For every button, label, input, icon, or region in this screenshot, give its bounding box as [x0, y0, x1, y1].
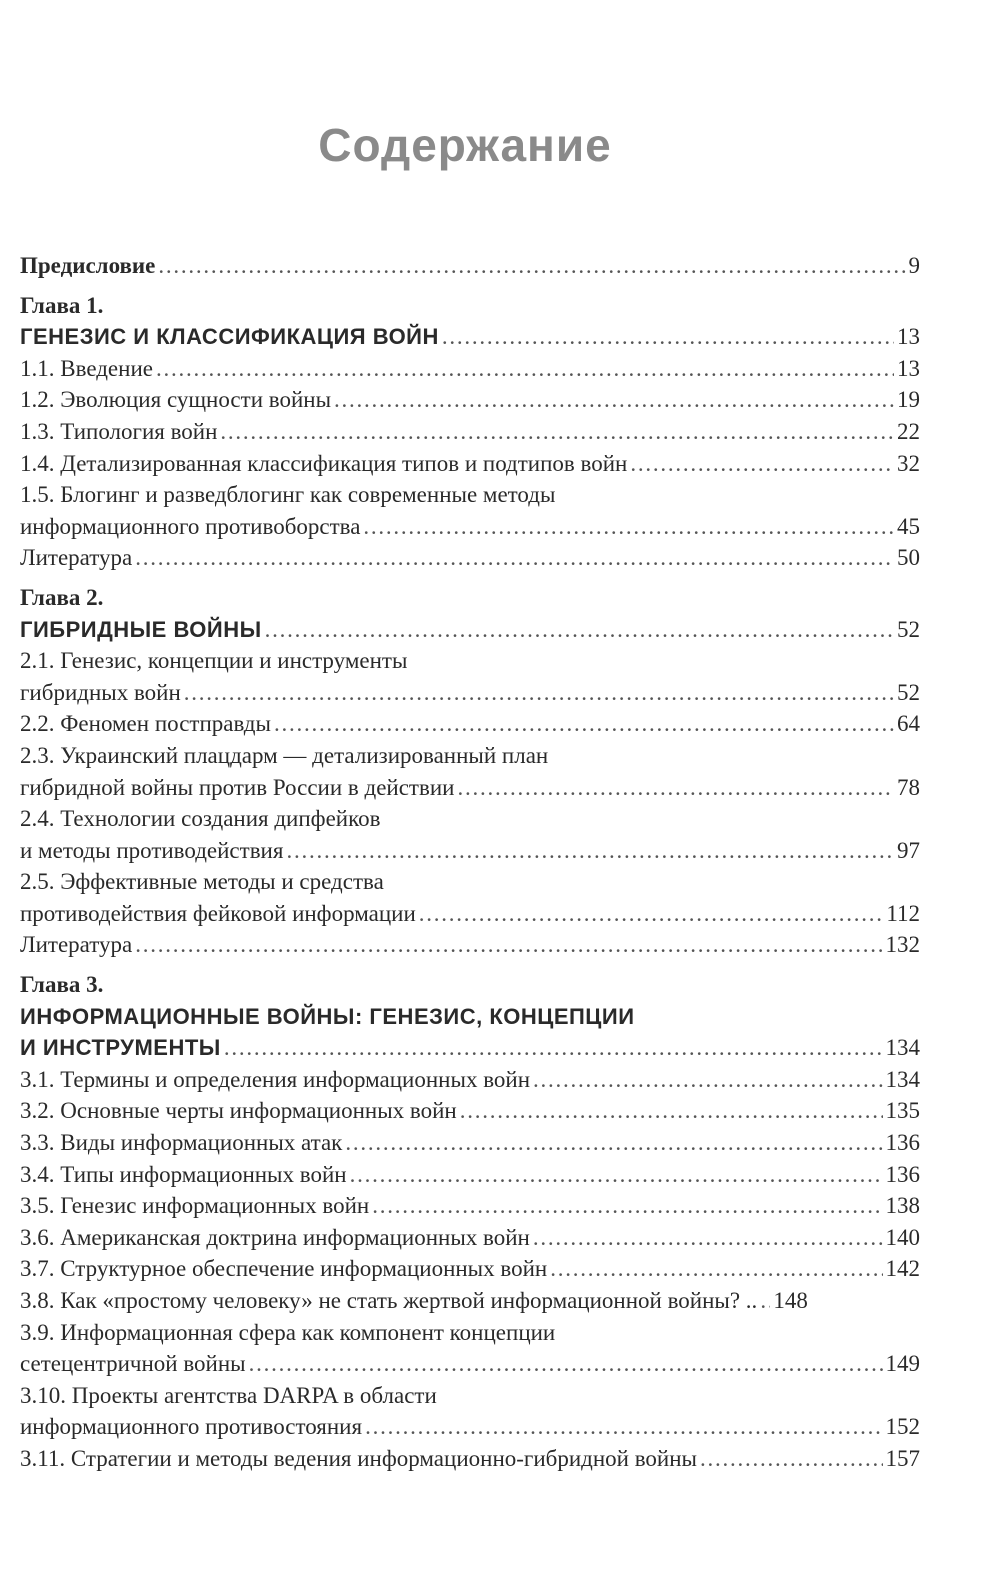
toc-entry-literature [20, 929, 920, 961]
leader-dots [265, 614, 894, 646]
entry-text: 3.6. Американская доктрина информационных войн [20, 1224, 530, 1250]
toc-entry-line1: 2.5. Эффективные методы и средства [20, 869, 384, 895]
leader-dots [533, 1222, 883, 1254]
page-number: 134 [885, 1035, 920, 1061]
page-title: Содержание [318, 119, 612, 171]
leader-dots [460, 1095, 883, 1127]
entry-text: 3.7. Структурное обеспечение информационных войн [20, 1256, 548, 1282]
page-number: 142 [885, 1256, 920, 1282]
table-of-contents [20, 250, 920, 1475]
leader-dots [700, 1443, 882, 1475]
toc-entry [20, 898, 920, 930]
leader-dots [350, 1159, 883, 1191]
entry-text: информационного противоборства [20, 513, 361, 539]
entry-text: информационного противостояния [20, 1414, 363, 1440]
page-number: 152 [885, 1414, 920, 1440]
toc-entry-literature [20, 542, 920, 574]
leader-dots [345, 1127, 882, 1159]
toc-entry [20, 1095, 920, 1127]
chapter-3-title-row [20, 1032, 920, 1064]
chapter-2-title: ГИБРИДНЫЕ ВОЙНЫ [20, 616, 262, 642]
page-number: 50 [897, 545, 920, 571]
chapter-2-title-row [20, 614, 920, 646]
entry-text: Литература [20, 545, 133, 571]
page-number: 138 [885, 1193, 920, 1219]
toc-entry [20, 511, 920, 543]
toc-entry [20, 1285, 920, 1317]
toc-entry [20, 1348, 920, 1380]
entry-text: гибридных войн [20, 679, 181, 705]
page-number: 64 [897, 711, 920, 737]
toc-entry [20, 353, 920, 385]
page-number: 52 [897, 616, 920, 642]
toc-entry-preface [20, 250, 920, 282]
leader-dots [158, 250, 905, 282]
page-number: 136 [885, 1130, 920, 1156]
toc-entry [20, 1159, 920, 1191]
page-number: 136 [885, 1161, 920, 1187]
page-number: 45 [897, 513, 920, 539]
toc-entry [20, 1411, 920, 1443]
entry-text: 3.2. Основные черты информационных войн [20, 1098, 457, 1124]
toc-entry [20, 384, 920, 416]
leader-dots [249, 1348, 883, 1380]
page-number: 157 [885, 1445, 920, 1471]
leader-dots [184, 677, 894, 709]
toc-entry [20, 1064, 920, 1096]
toc-entry [20, 1222, 920, 1254]
chapter-3-label: Глава 3. [20, 972, 104, 998]
chapter-1-label: Глава 1. [20, 292, 104, 318]
leader-dots [224, 1032, 883, 1064]
page-number: 134 [885, 1066, 920, 1092]
chapter-3-title-line2: И ИНСТРУМЕНТЫ [20, 1035, 221, 1061]
page-number: 135 [885, 1098, 920, 1124]
entry-text: 3.5. Генезис информационных войн [20, 1193, 370, 1219]
page-number: 22 [897, 418, 920, 444]
leader-dots [760, 1285, 770, 1317]
leader-dots [220, 416, 894, 448]
entry-text: 1.4. Детализированная классификация типов и подтипов войн [20, 450, 628, 476]
entry-text: гибридной войны против России в действии [20, 774, 455, 800]
leader-dots [365, 1411, 882, 1443]
leader-dots [550, 1253, 882, 1285]
entry-text: сетецентричной войны [20, 1351, 246, 1377]
chapter-1-title-row [20, 321, 920, 353]
toc-entry-line1: 3.10. Проекты агентства DARPA в области [20, 1382, 437, 1408]
toc-entry [20, 416, 920, 448]
toc-entry-line1: 2.4. Технологии создания дипфейков [20, 806, 381, 832]
entry-text: 1.3. Типология войн [20, 418, 218, 444]
toc-entry [20, 772, 920, 804]
page-number: 112 [886, 900, 920, 926]
page-number: 19 [897, 387, 920, 413]
toc-entry [20, 1190, 920, 1222]
leader-dots [286, 835, 894, 867]
entry-text: 1.1. Введение [20, 355, 153, 381]
leader-dots [372, 1190, 882, 1222]
leader-dots [630, 448, 894, 480]
leader-dots [363, 511, 894, 543]
chapter-2-label: Глава 2. [20, 584, 104, 610]
toc-entry [20, 677, 920, 709]
leader-dots [533, 1064, 882, 1096]
leader-dots [457, 772, 894, 804]
leader-dots [135, 929, 882, 961]
chapter-1-title: ГЕНЕЗИС И КЛАССИФИКАЦИЯ ВОЙН [20, 324, 439, 350]
entry-text: Предисловие [20, 253, 156, 278]
entry-text: 3.8. Как «простому человеку» не стать жертвой информационной войны? .. [20, 1288, 758, 1313]
entry-text: и методы противодействия [20, 837, 284, 863]
toc-entry [20, 1443, 920, 1475]
toc-entry [20, 448, 920, 480]
entry-text: 3.1. Термины и определения информационных войн [20, 1066, 531, 1092]
toc-entry [20, 1127, 920, 1159]
entry-text: Литература [20, 932, 133, 958]
toc-entry [20, 1253, 920, 1285]
toc-entry-line1: 1.5. Блогинг и разведблогинг как современные методы [20, 482, 556, 508]
entry-text: 3.11. Стратегии и методы ведения информационно-гибридной войны [20, 1445, 698, 1471]
page-number: 32 [897, 450, 920, 476]
page-number: 140 [885, 1224, 920, 1250]
leader-dots [274, 708, 894, 740]
page-number: 148 [773, 1288, 808, 1313]
leader-dots [334, 384, 894, 416]
entry-text: 3.4. Типы информационных войн [20, 1161, 347, 1187]
entry-text: 1.2. Эволюция сущности войны [20, 387, 332, 413]
toc-entry [20, 708, 920, 740]
page-number: 132 [885, 932, 920, 958]
entry-text: противодействия фейковой информации [20, 900, 416, 926]
chapter-3-title-line1: ИНФОРМАЦИОННЫЕ ВОЙНЫ: ГЕНЕЗИС, КОНЦЕПЦИИ [20, 1003, 635, 1029]
leader-dots [419, 898, 884, 930]
toc-entry-line1: 2.1. Генезис, концепции и инструменты [20, 648, 408, 674]
page-number: 13 [897, 324, 920, 350]
toc-entry-line1: 2.3. Украинский плацдарм — детализированный план [20, 742, 549, 768]
entry-text: 2.2. Феномен постправды [20, 711, 271, 737]
page-number: 9 [908, 253, 920, 278]
page-number: 52 [897, 679, 920, 705]
leader-dots [442, 321, 894, 353]
toc-entry-line1: 3.9. Информационная сфера как компонент концепции [20, 1319, 556, 1345]
page-number: 13 [897, 355, 920, 381]
entry-text: 3.3. Виды информационных атак [20, 1130, 343, 1156]
leader-dots [135, 542, 894, 574]
leader-dots [156, 353, 894, 385]
toc-entry [20, 835, 920, 867]
page-number: 149 [885, 1351, 920, 1377]
page-number: 78 [897, 774, 920, 800]
page-number: 97 [897, 837, 920, 863]
